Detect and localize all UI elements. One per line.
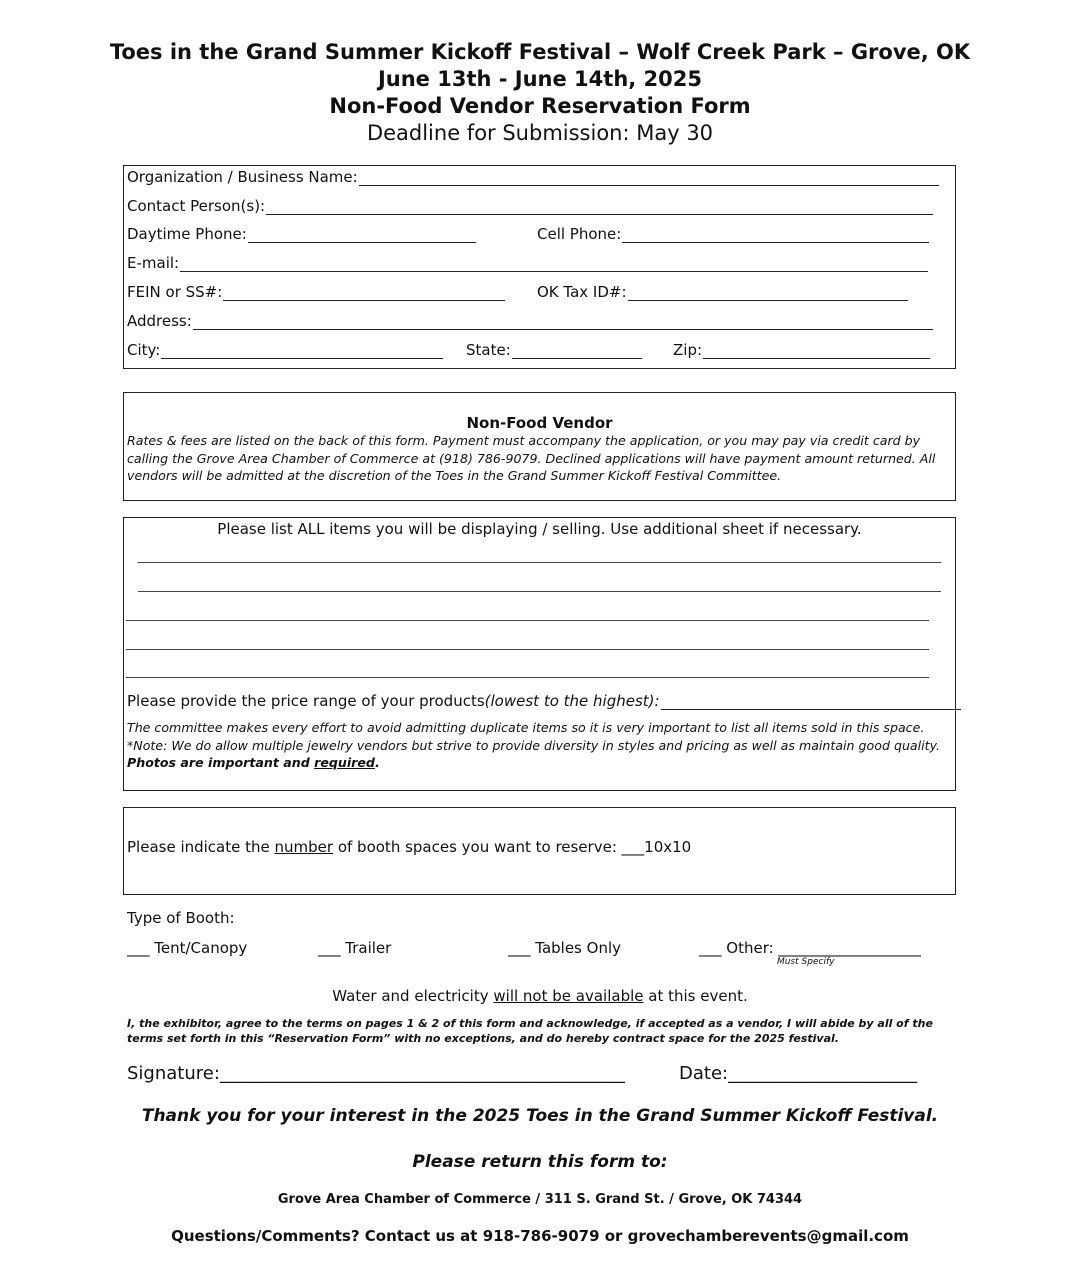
form-subtitle: Non-Food Vendor Reservation Form (329, 94, 751, 118)
tax-id-line[interactable] (628, 286, 908, 301)
items-line-3[interactable] (126, 620, 929, 621)
tax-id-field[interactable] (537, 283, 908, 301)
thank-you-text: Thank you for your interest in the 2025 Toes in the Grand Summer Kickoff Festival. (141, 1106, 939, 1126)
items-prompt: Please list ALL items you will be displaying / selling. Use additional sheet if necessary. (217, 520, 862, 538)
items-line-4[interactable] (126, 649, 929, 650)
org-name-line[interactable] (359, 171, 939, 186)
price-range-line[interactable] (661, 695, 961, 710)
booth-count-pre: Please indicate the (127, 838, 275, 856)
address-field[interactable] (127, 312, 933, 330)
chamber-address: Grove Area Chamber of Commerce / 311 S. Grand St. / Grove, OK 74344 (277, 1192, 803, 1207)
contact-line: Questions/Comments? Contact us at 918-786-9079 or grovechamberevents@gmail.com (171, 1227, 909, 1245)
org-name-label: Organization / Business Name: (127, 168, 358, 186)
org-name-field[interactable] (127, 168, 939, 186)
price-range-label: Please provide the price range of your products (127, 692, 485, 710)
address-line[interactable] (193, 315, 933, 330)
daytime-phone-label: Daytime Phone: (127, 225, 247, 243)
water-pre: Water and electricity (332, 987, 494, 1005)
jewelry-note: *Note: We do allow multiple jewelry vendors but strive to provide diversity in styles and pricing as well as maintain good quality. (127, 738, 941, 753)
duplicate-note: The committee makes every effort to avoid admitting duplicate items so it is very important to list all items sold in this space. (127, 720, 925, 735)
tax-id-label: OK Tax ID#: (537, 283, 627, 301)
booth-type-other[interactable]: ___ Other: ___________________ (699, 939, 921, 957)
booth-type-label: Type of Booth: (127, 909, 235, 927)
items-line-2[interactable] (138, 591, 941, 592)
signature-field[interactable]: Signature:_____________________________________________ (127, 1063, 625, 1084)
photos-note-c: . (374, 755, 380, 770)
booth-count-post: of booth spaces you want to reserve: ___10x10 (333, 838, 692, 856)
zip-field[interactable] (673, 341, 930, 359)
water-post: at this event. (643, 987, 748, 1005)
state-line[interactable] (512, 344, 642, 359)
contact-person-field[interactable] (127, 197, 933, 215)
price-range-field[interactable] (127, 692, 961, 710)
daytime-phone-field[interactable] (127, 225, 476, 243)
city-line[interactable] (161, 344, 443, 359)
agreement-text: I, the exhibitor, agree to the terms on pages 1 & 2 of this form and acknowledge, if accepted as a vendor, I will abide by all of the terms set forth in this “Reservation Form” with no exceptions, and do hereby contract space for the 2025 festival. (127, 1017, 933, 1045)
email-field[interactable] (127, 254, 928, 272)
price-range-hint: (lowest to the highest): (484, 692, 660, 710)
email-line[interactable] (180, 257, 928, 272)
items-line-5[interactable] (126, 677, 929, 678)
form-title: Toes in the Grand Summer Kickoff Festival – Wolf Creek Park – Grove, OK (109, 40, 971, 64)
contact-person-line[interactable] (266, 200, 933, 215)
contact-person-label: Contact Person(s): (127, 197, 266, 215)
cell-phone-field[interactable] (537, 225, 929, 243)
photos-note-a: Photos are important and (127, 755, 315, 770)
state-field[interactable] (466, 341, 642, 359)
water-not-available: will not be available (493, 987, 644, 1005)
city-label: City: (127, 341, 161, 359)
state-label: State: (466, 341, 511, 359)
booth-type-trailer[interactable]: ___ Trailer (318, 939, 392, 957)
booth-type-tent[interactable]: ___ Tent/Canopy (127, 939, 248, 957)
vendor-heading: Non-Food Vendor (466, 414, 613, 432)
city-field[interactable] (127, 341, 443, 359)
cell-phone-line[interactable] (622, 228, 929, 243)
zip-line[interactable] (703, 344, 930, 359)
cell-phone-label: Cell Phone: (537, 225, 622, 243)
date-field[interactable]: Date:_____________________ (679, 1063, 918, 1084)
fein-label: FEIN or SS#: (127, 283, 223, 301)
form-dates: June 13th - June 14th, 2025 (377, 67, 703, 91)
vendor-rates-text: Rates & fees are listed on the back of this form. Payment must accompany the application, or you may pay via credit card by calling the Grove Area Chamber of Commerce at (918) 786-9079. Declined applications will have payment amount returned. All vendors will be admitted at the discretion of the Toes in the Grand Summer Kickoff Festival Committee. (127, 433, 936, 483)
email-label: E-mail: (127, 254, 180, 272)
address-label: Address: (127, 312, 192, 330)
return-form-text: Please return this form to: (412, 1152, 668, 1172)
booth-count-field[interactable] (127, 838, 691, 856)
items-line-1[interactable] (138, 562, 941, 563)
water-electricity-note (0, 987, 1080, 1005)
fein-field[interactable] (127, 283, 505, 301)
booth-count-number: number (274, 838, 334, 856)
photos-note (127, 755, 380, 770)
daytime-phone-line[interactable] (248, 228, 476, 243)
booth-type-tables[interactable]: ___ Tables Only (508, 939, 621, 957)
deadline: Deadline for Submission: May 30 (366, 121, 714, 145)
must-specify-note: Must Specify (777, 957, 835, 967)
zip-label: Zip: (673, 341, 703, 359)
photos-note-required: required (314, 755, 375, 770)
fein-line[interactable] (223, 286, 505, 301)
